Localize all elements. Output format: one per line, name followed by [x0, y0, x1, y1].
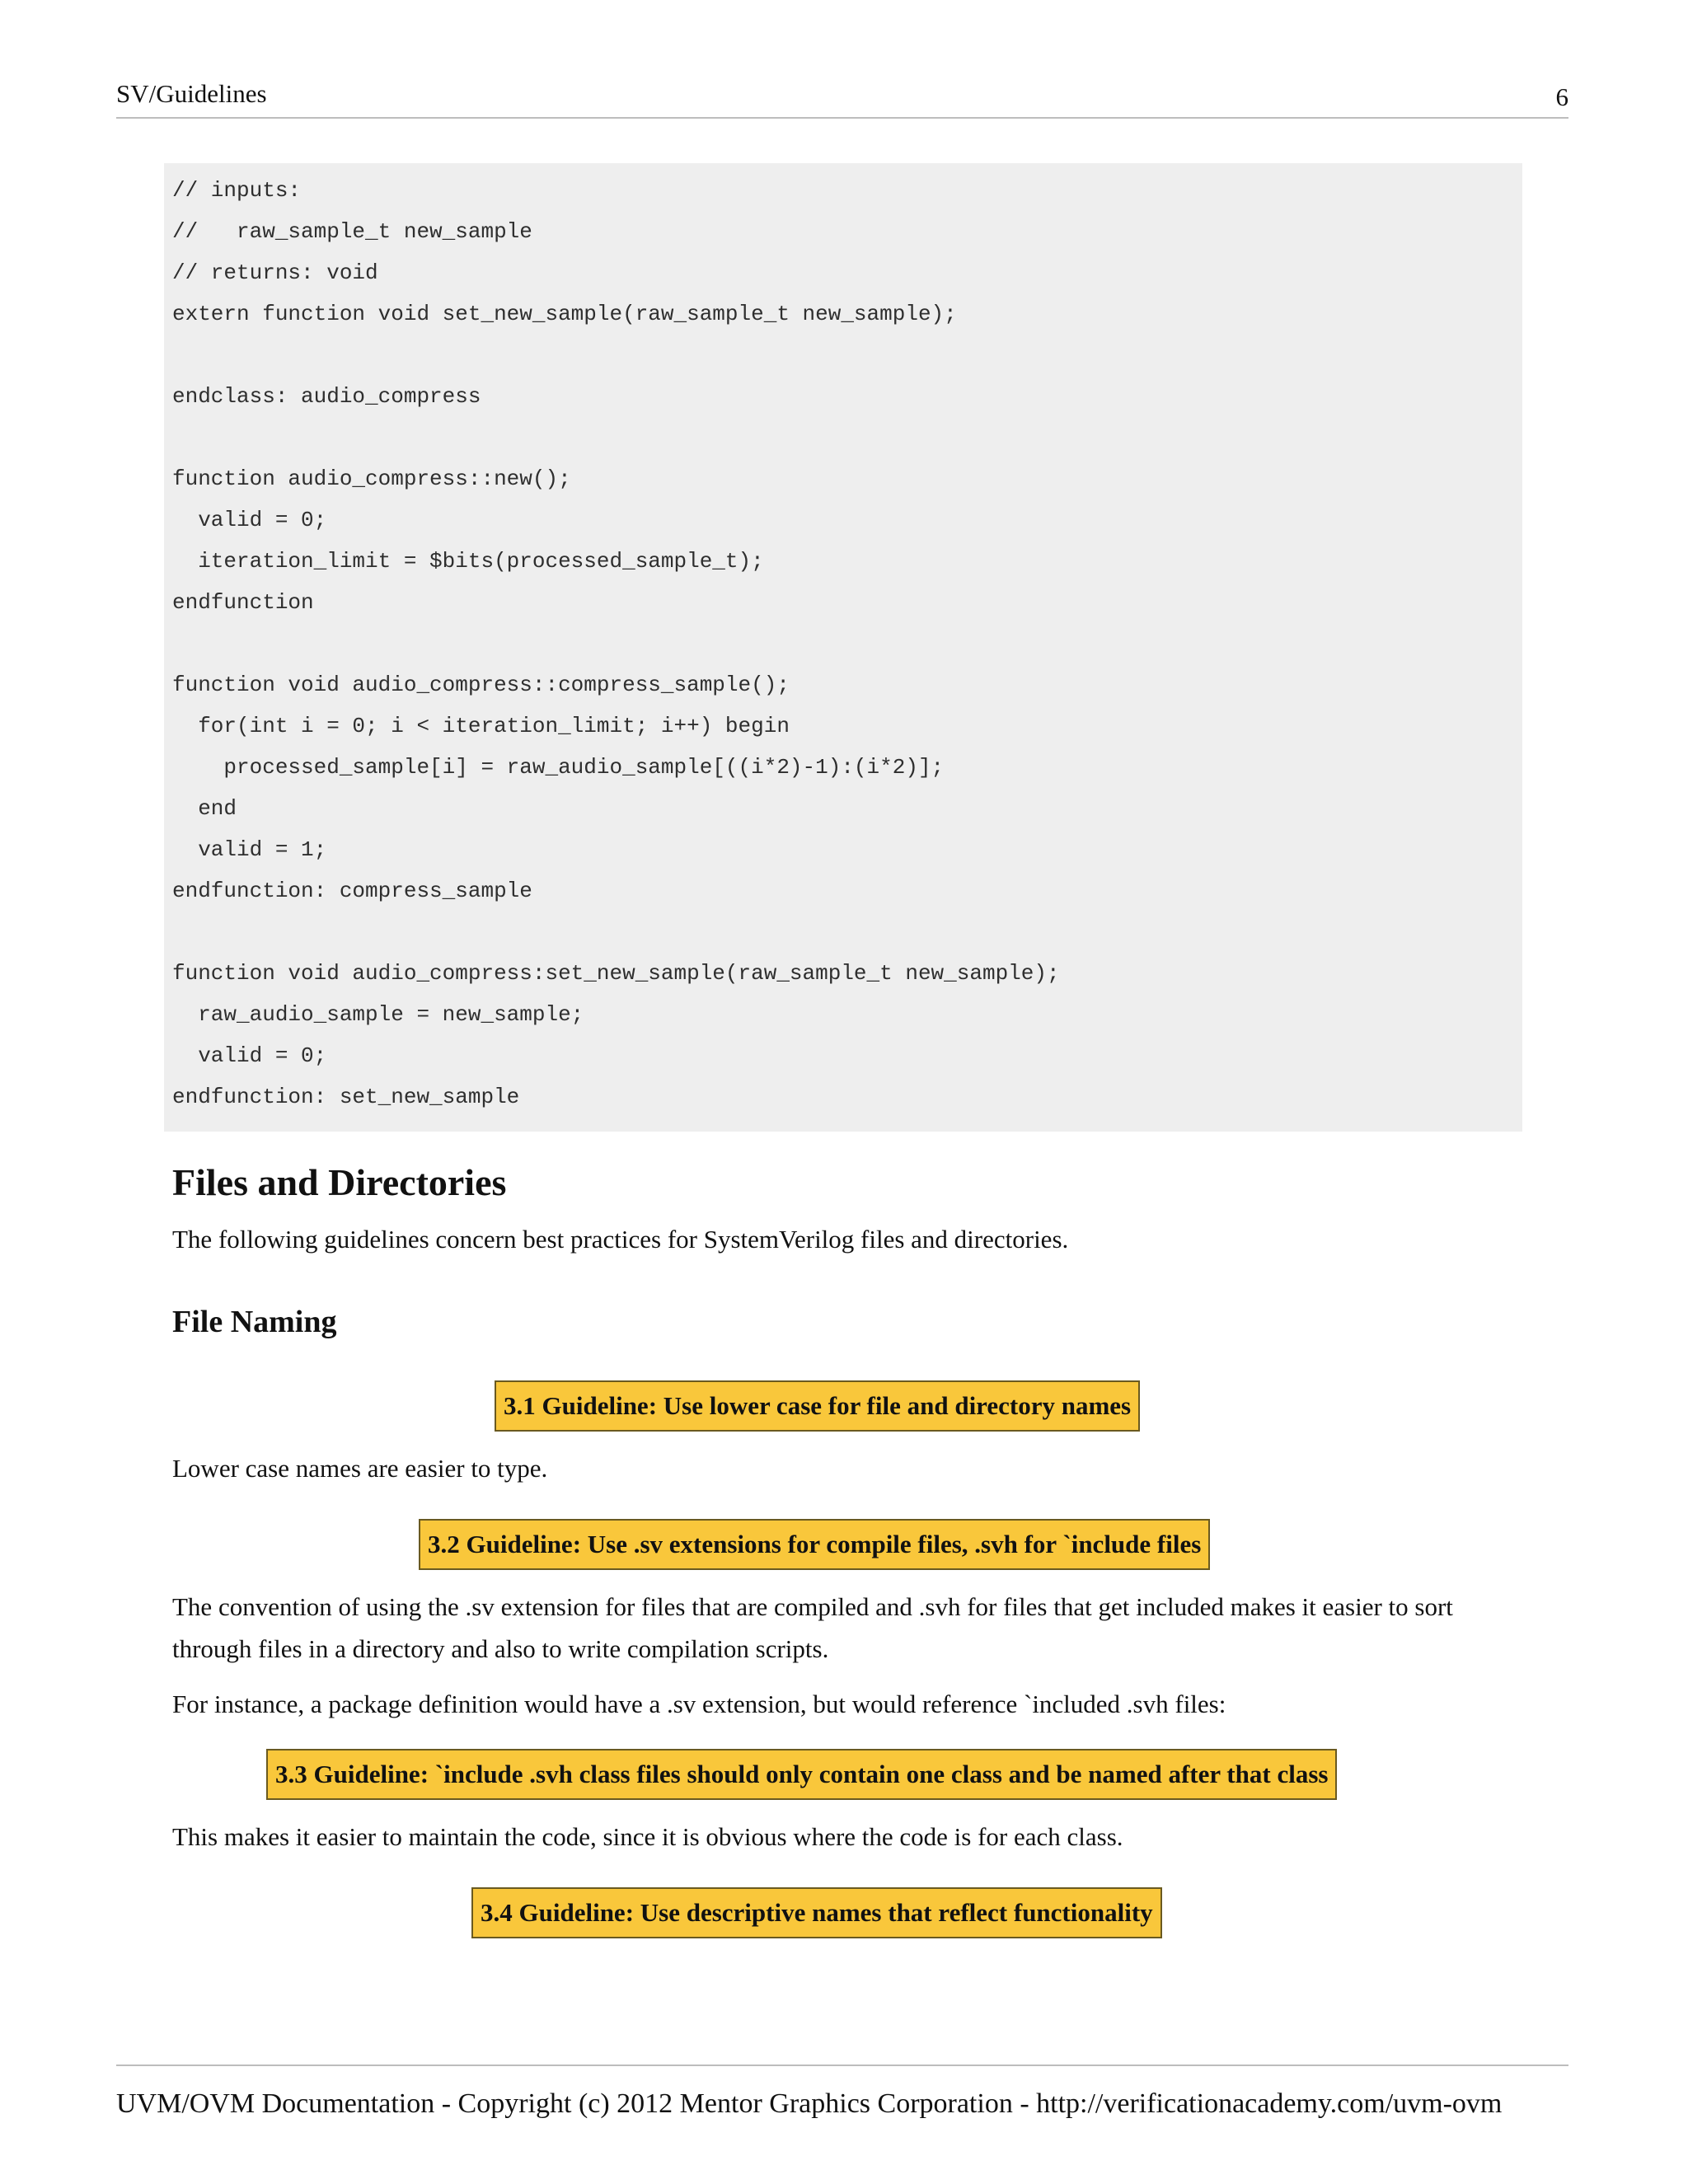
- code-line: endfunction: [172, 590, 314, 615]
- page-number: 6: [1555, 82, 1568, 111]
- code-line: valid = 0;: [172, 508, 327, 532]
- guideline-box: 3.4 Guideline: Use descriptive names that reflect functionality: [471, 1887, 1162, 1938]
- code-line: valid = 0;: [172, 1043, 327, 1068]
- code-line: valid = 1;: [172, 837, 327, 862]
- code-line: endfunction: set_new_sample: [172, 1085, 520, 1109]
- section-intro: The following guidelines concern best practices for SystemVerilog files and directories.: [172, 1225, 1069, 1254]
- footer-divider: [116, 2064, 1568, 2066]
- header-title: SV/Guidelines: [116, 79, 267, 108]
- code-line: endclass: audio_compress: [172, 384, 481, 409]
- code-line: [172, 335, 1522, 376]
- code-line: // returns: void: [172, 260, 378, 285]
- paragraph-maintain: This makes it easier to maintain the code, since it is obvious where the code is for each class.: [172, 1822, 1123, 1851]
- code-line: iteration_limit = $bits(processed_sample_t);: [172, 549, 764, 574]
- paragraph-lower-case: Lower case names are easier to type.: [172, 1454, 548, 1483]
- guideline-box: 3.3 Guideline: `include .svh class files should only contain one class and be named after that class: [266, 1749, 1337, 1800]
- code-line: processed_sample[i] = raw_audio_sample[((i*2)-1):(i*2)];: [172, 755, 945, 780]
- code-line: for(int i = 0; i < iteration_limit; i++) begin: [172, 714, 790, 738]
- paragraph-instance: For instance, a package definition would have a .sv extension, but would reference `included .svh files:: [172, 1690, 1226, 1718]
- code-line: end: [172, 796, 237, 821]
- guideline-box: 3.2 Guideline: Use .sv extensions for compile files, .svh for `include files: [419, 1519, 1210, 1570]
- code-line: raw_audio_sample = new_sample;: [172, 1002, 584, 1027]
- code-line: [172, 623, 1522, 664]
- code-line: endfunction: compress_sample: [172, 879, 532, 903]
- subsection-heading: File Naming: [172, 1305, 337, 1339]
- page-footer: UVM/OVM Documentation - Copyright (c) 2012 Mentor Graphics Corporation - http://verificationacademy.com/uvm-ovm: [116, 2088, 1503, 2119]
- code-line: function void audio_compress::compress_sample();: [172, 673, 790, 697]
- code-line: [172, 912, 1522, 953]
- code-line: // inputs:: [172, 178, 302, 203]
- code-block: [164, 163, 1522, 1132]
- code-line: // raw_sample_t new_sample: [172, 219, 532, 244]
- code-line: function void audio_compress:set_new_sample(raw_sample_t new_sample);: [172, 961, 1060, 986]
- code-line: function audio_compress::new();: [172, 466, 571, 491]
- code-line: [172, 417, 1522, 458]
- paragraph-convention: The convention of using the .sv extension for files that are compiled and .svh for files that get included makes it easier to sort through files in a directory and also to write compilation scripts.: [172, 1592, 1453, 1663]
- code-line: extern function void set_new_sample(raw_sample_t new_sample);: [172, 302, 957, 326]
- section-heading: Files and Directories: [172, 1161, 507, 1203]
- page-header: [116, 79, 1568, 119]
- guideline-box: 3.1 Guideline: Use lower case for file and directory names: [495, 1380, 1140, 1432]
